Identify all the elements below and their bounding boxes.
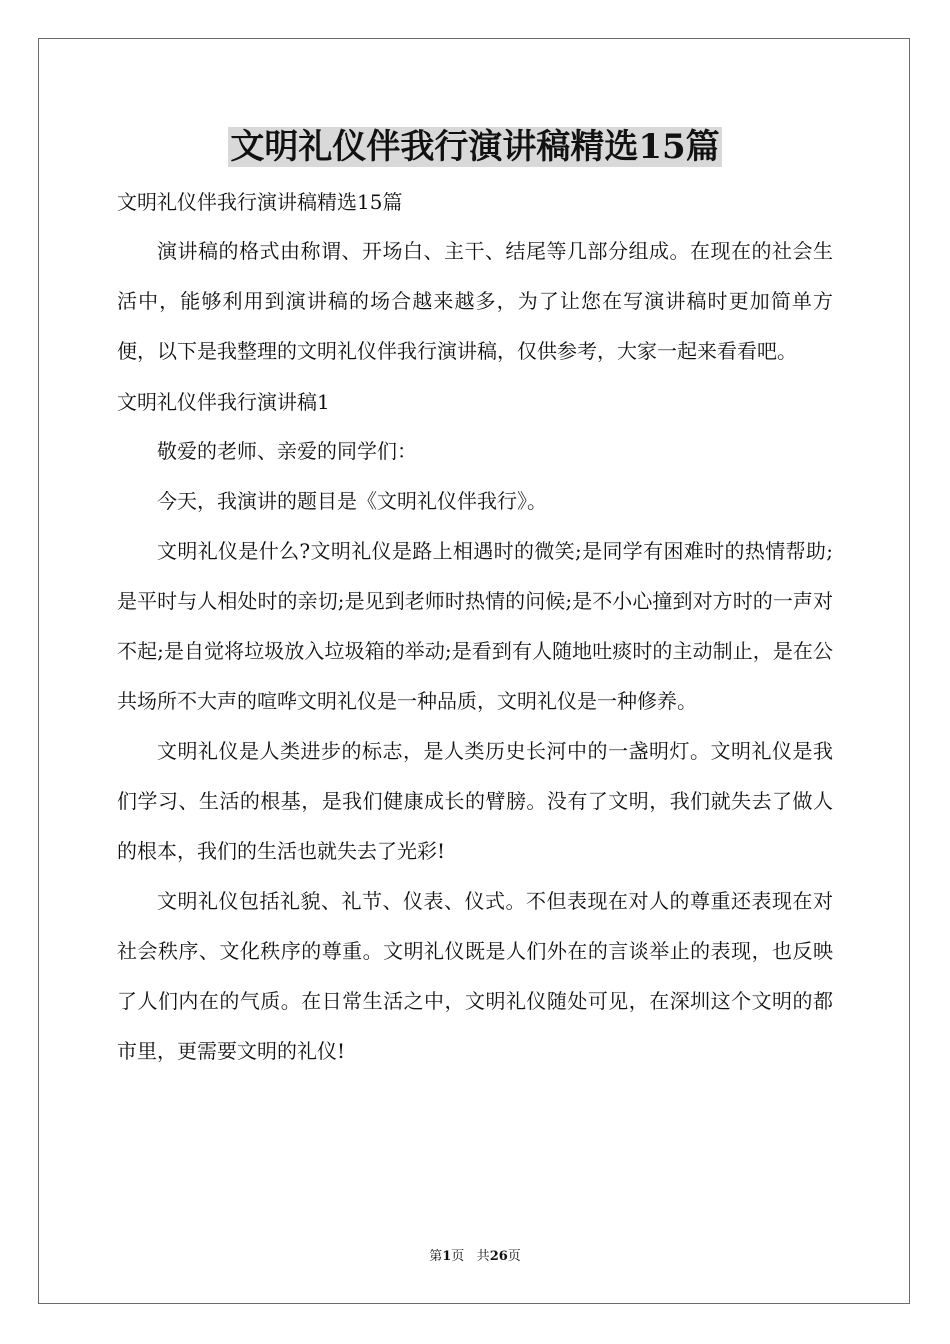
footer-total-unit: 页 [507,1249,521,1264]
body-paragraph: 敬爱的老师、亲爱的同学们： [157,439,417,463]
body-paragraph: 文明礼仪包括礼貌、礼节、仪表、仪式。不但表现在对人的尊重还表现在对社会秩序、文化秩序的尊重。文明礼仪既是人们外在的言谈举止的表现，也反映了人们内在的气质。在日常生活之中，文明礼仪随处可见，在深圳这个文明的都市里，更需要文明的礼仪! [117,889,833,1063]
body-paragraph: 文明礼仪是人类进步的标志，是人类历史长河中的一盏明灯。文明礼仪是我们学习、生活的根基，是我们健康成长的臂膀。没有了文明，我们就失去了做人的根本，我们的生活也就失去了光彩! [117,739,833,863]
footer-current-page: 1 [442,1249,452,1264]
footer-page-unit: 页 [451,1249,465,1264]
document-body [117,178,833,1076]
footer-prefix: 第 [429,1249,443,1264]
footer-total-prefix: 共 [476,1249,490,1264]
body-paragraph: 今天，我演讲的题目是《文明礼仪伴我行》。 [157,489,547,513]
document-title: 文明礼仪伴我行演讲稿精选15篇 [230,127,720,167]
subtitle-line: 文明礼仪伴我行演讲稿精选15篇 [117,190,403,214]
page-footer [0,1248,950,1266]
section-heading: 文明礼仪伴我行演讲稿1 [117,390,330,414]
intro-paragraph: 演讲稿的格式由称谓、开场白、主干、结尾等几部分组成。在现在的社会生活中，能够利用到演讲稿的场合越来越多，为了让您在写演讲稿时更加简单方便，以下是我整理的文明礼仪伴我行演讲稿，仅供参考，大家一起来看看吧。 [117,239,833,363]
body-paragraph: 文明礼仪是什么?文明礼仪是路上相遇时的微笑;是同学有困难时的热情帮助;是平时与人相处时的亲切;是见到老师时热情的问候;是不小心撞到对方时的一声对不起;是自觉将垃圾放入垃圾箱的举动;是看到有人随地吐痰时的主动制止，是在公共场所不大声的喧哗文明礼仪是一种品质，文明礼仪是一种修养。 [117,539,833,713]
footer-total-pages: 26 [489,1249,508,1264]
